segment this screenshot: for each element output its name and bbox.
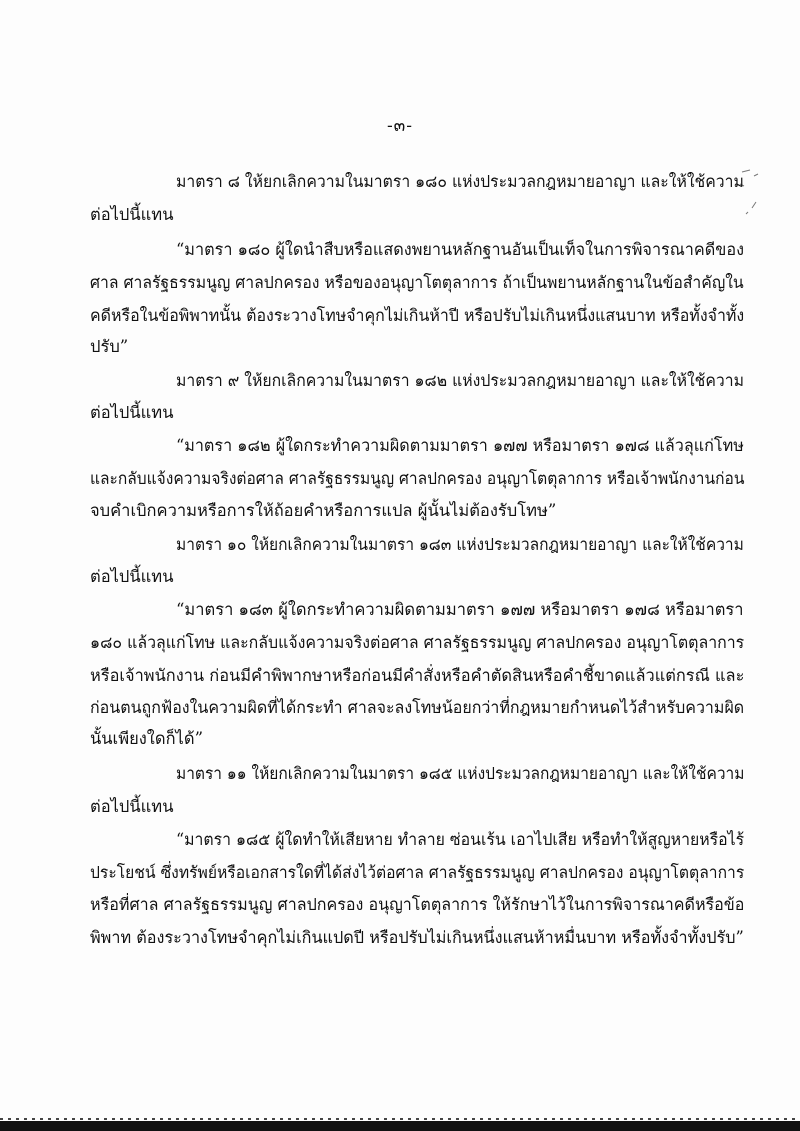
- section-11-line-2: ต่อไปนี้แทน: [90, 797, 174, 816]
- article-183-line-3: หรือเจ้าพนักงาน ก่อนมีคำพิพากษาหรือก่อนมีคำสั่งหรือคำตัดสินหรือคำชี้ขาดแล้วแต่กรณี และ: [90, 666, 745, 685]
- section-11-line-1: มาตรา ๑๑ ให้ยกเลิกความในมาตรา ๑๘๕ แห่งประมวลกฎหมายอาญา และให้ใช้ความ: [176, 764, 745, 783]
- article-185-line-3: หรือที่ศาล ศาลรัฐธรรมนูญ ศาลปกครอง อนุญาโตตุลาการ ให้รักษาไว้ในการพิจารณาคดีหรือข้อ: [90, 895, 745, 914]
- section-10-line-1: มาตรา ๑๐ ให้ยกเลิกความในมาตรา ๑๘๓ แห่งประมวลกฎหมายอาญา และให้ใช้ความ: [176, 535, 744, 554]
- section-8-line-2: ต่อไปนี้แทน: [90, 205, 174, 224]
- article-183-line-4: ก่อนตนถูกฟ้องในความผิดที่ได้กระทำ ศาลจะลงโทษน้อยกว่าที่กฎหมายกำหนดไว้สำหรับความผิด: [90, 698, 745, 717]
- article-183-line-2: ๑๘๐ แล้วลุแก่โทษ และกลับแจ้งความจริงต่อศาล ศาลรัฐธรรมนูญ ศาลปกครอง อนุญาโตตุลาการ: [90, 633, 745, 652]
- article-180-line-4: ปรับ”: [90, 337, 129, 356]
- article-185-line-1: “มาตรา ๑๘๕ ผู้ใดทำให้เสียหาย ทำลาย ซ่อนเร้น เอาไปเสีย หรือทำให้สูญหายหรือไร้: [176, 830, 745, 849]
- article-180-line-2: ศาล ศาลรัฐธรรมนูญ ศาลปกครอง หรือของอนุญาโตตุลาการ ถ้าเป็นพยานหลักฐานในข้อสำคัญใน: [90, 273, 744, 292]
- section-9-line-1: มาตรา ๙ ให้ยกเลิกความในมาตรา ๑๘๒ แห่งประมวลกฎหมายอาญา และให้ใช้ความ: [176, 371, 744, 390]
- page-number: -๓-: [386, 116, 414, 136]
- article-182-line-3: จบคำเบิกความหรือการให้ถ้อยคำหรือการแปล ผู้นั้นไม่ต้องรับโทษ”: [90, 501, 557, 520]
- article-183-line-5: นั้นเพียงใดก็ได้”: [90, 729, 204, 748]
- section-10-line-2: ต่อไปนี้แทน: [90, 567, 174, 586]
- article-180-line-1: “มาตรา ๑๘๐ ผู้ใดนำสืบหรือแสดงพยานหลักฐานอันเป็นเท็จในการพิจารณาคดีของ: [176, 240, 745, 259]
- article-183-line-1: “มาตรา ๑๘๓ ผู้ใดกระทำความผิดตามมาตรา ๑๗๗ หรือมาตรา ๑๗๘ หรือมาตรา: [176, 600, 744, 619]
- scan-edge-noise: [0, 1105, 800, 1121]
- article-185-line-4: พิพาท ต้องระวางโทษจำคุกไม่เกินแปดปี หรือปรับไม่เกินหนึ่งแสนห้าหมื่นบาท หรือทั้งจำทั้งปรับ”: [90, 928, 744, 947]
- article-180-line-3: คดีหรือในข้อพิพาทนั้น ต้องระวางโทษจำคุกไม่เกินห้าปี หรือปรับไม่เกินหนึ่งแสนบาท หรือทั้งจำทั้ง: [90, 306, 745, 325]
- article-185-line-2: ประโยชน์ ซึ่งทรัพย์หรือเอกสารใดที่ได้ส่งไว้ต่อศาล ศาลรัฐธรรมนูญ ศาลปกครอง อนุญาโตตุลาการ: [90, 863, 745, 882]
- article-182-line-2: และกลับแจ้งความจริงต่อศาล ศาลรัฐธรรมนูญ ศาลปกครอง อนุญาโตตุลาการ หรือเจ้าพนักงานก่อน: [90, 469, 745, 488]
- section-9-line-2: ต่อไปนี้แทน: [90, 403, 174, 422]
- scan-bottom-edge: [0, 1121, 800, 1131]
- article-182-line-1: “มาตรา ๑๘๒ ผู้ใดกระทำความผิดตามมาตรา ๑๗๗ หรือมาตรา ๑๗๘ แล้วลุแก่โทษ: [176, 436, 744, 455]
- section-8-line-1: มาตรา ๘ ให้ยกเลิกความในมาตรา ๑๘๐ แห่งประมวลกฎหมายอาญา และให้ใช้ความ: [176, 172, 744, 191]
